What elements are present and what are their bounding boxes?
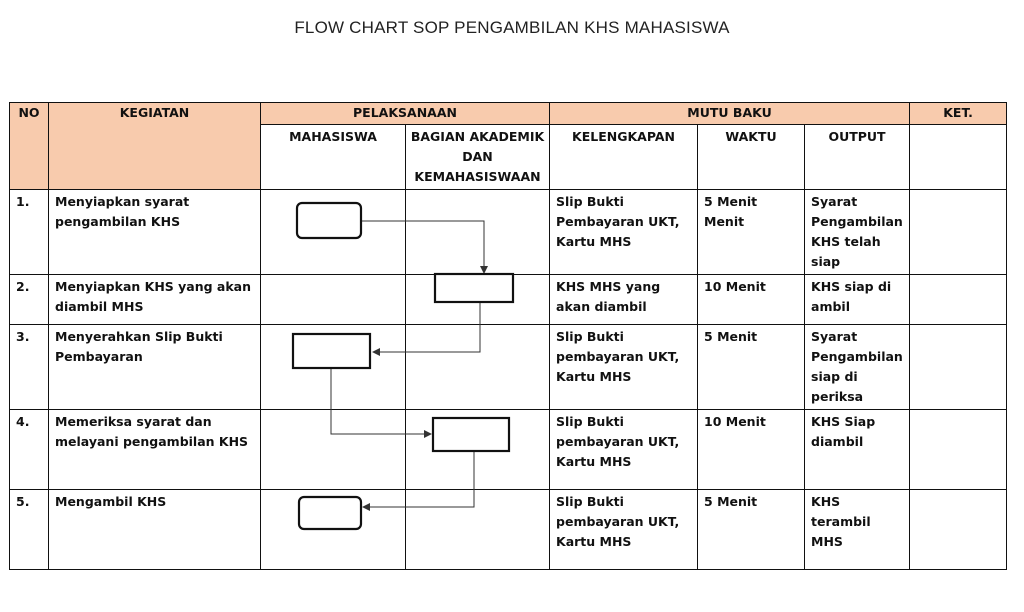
row-waktu: 10 Menit: [698, 410, 805, 490]
row-kegiatan: Memeriksa syarat dan melayani pengambilan KHS: [49, 410, 261, 490]
row-waktu: 10 Menit: [698, 275, 805, 325]
flow-box-step1[interactable]: [297, 203, 361, 238]
page-title: FLOW CHART SOP PENGAMBILAN KHS MAHASISWA: [294, 18, 730, 37]
table-row: [10, 490, 1007, 570]
header-ket-blank: [910, 125, 1007, 190]
row-kegiatan: Menyerahkan Slip Bukti Pembayaran: [49, 325, 261, 410]
header-output: OUTPUT: [805, 125, 910, 190]
row-output: Syarat Pengambilan KHS telah siap: [805, 190, 910, 275]
flow-box-step5[interactable]: [299, 497, 361, 529]
row-kelengkapan: Slip Bukti pembayaran UKT, Kartu MHS: [550, 325, 698, 410]
cell-mahasiswa: [261, 410, 406, 490]
row-kegiatan: Menyiapkan syarat pengambilan KHS: [49, 190, 261, 275]
row-waktu: 5 Menit Menit: [698, 190, 805, 275]
header-no: NO: [10, 103, 49, 190]
flow-box-step4[interactable]: [433, 418, 509, 451]
row-no: 2.: [10, 275, 49, 325]
row-output: KHS terambil MHS: [805, 490, 910, 570]
cell-bagian: [406, 325, 550, 410]
cell-bagian: [406, 190, 550, 275]
row-kelengkapan: Slip Bukti pembayaran UKT, Kartu MHS: [550, 410, 698, 490]
cell-mahasiswa: [261, 275, 406, 325]
flow-box-step2[interactable]: [435, 274, 513, 302]
header-kegiatan: KEGIATAN: [49, 103, 261, 190]
row-waktu: 5 Menit: [698, 325, 805, 410]
row-kelengkapan: Slip Bukti pembayaran UKT, Kartu MHS: [550, 490, 698, 570]
row-ket: [910, 490, 1007, 570]
table-row: [10, 190, 1007, 275]
table-row: [10, 325, 1007, 410]
row-kegiatan: Menyiapkan KHS yang akan diambil MHS: [49, 275, 261, 325]
row-ket: [910, 190, 1007, 275]
row-waktu: 5 Menit: [698, 490, 805, 570]
row-ket: [910, 410, 1007, 490]
header-kelengkapan: KELENGKAPAN: [550, 125, 698, 190]
row-kelengkapan: KHS MHS yang akan diambil: [550, 275, 698, 325]
header-ket: KET.: [910, 103, 1007, 125]
header-waktu: WAKTU: [698, 125, 805, 190]
header-mutu-baku: MUTU BAKU: [550, 103, 910, 125]
row-ket: [910, 325, 1007, 410]
row-no: 4.: [10, 410, 49, 490]
header-pelaksanaan: PELAKSANAAN: [261, 103, 550, 125]
row-no: 5.: [10, 490, 49, 570]
row-output: KHS siap di ambil: [805, 275, 910, 325]
row-kegiatan: Mengambil KHS: [49, 490, 261, 570]
header-mahasiswa: MAHASISWA: [261, 125, 406, 190]
cell-bagian: [406, 490, 550, 570]
flow-box-step3[interactable]: [293, 334, 370, 368]
row-ket: [910, 275, 1007, 325]
row-output: KHS Siap diambil: [805, 410, 910, 490]
row-no: 1.: [10, 190, 49, 275]
header-bagian: BAGIAN AKADEMIK DAN KEMAHASISWAAN: [406, 125, 550, 190]
row-output: Syarat Pengambilan siap di periksa: [805, 325, 910, 410]
sop-table: [9, 102, 1007, 570]
row-no: 3.: [10, 325, 49, 410]
row-kelengkapan: Slip Bukti Pembayaran UKT, Kartu MHS: [550, 190, 698, 275]
